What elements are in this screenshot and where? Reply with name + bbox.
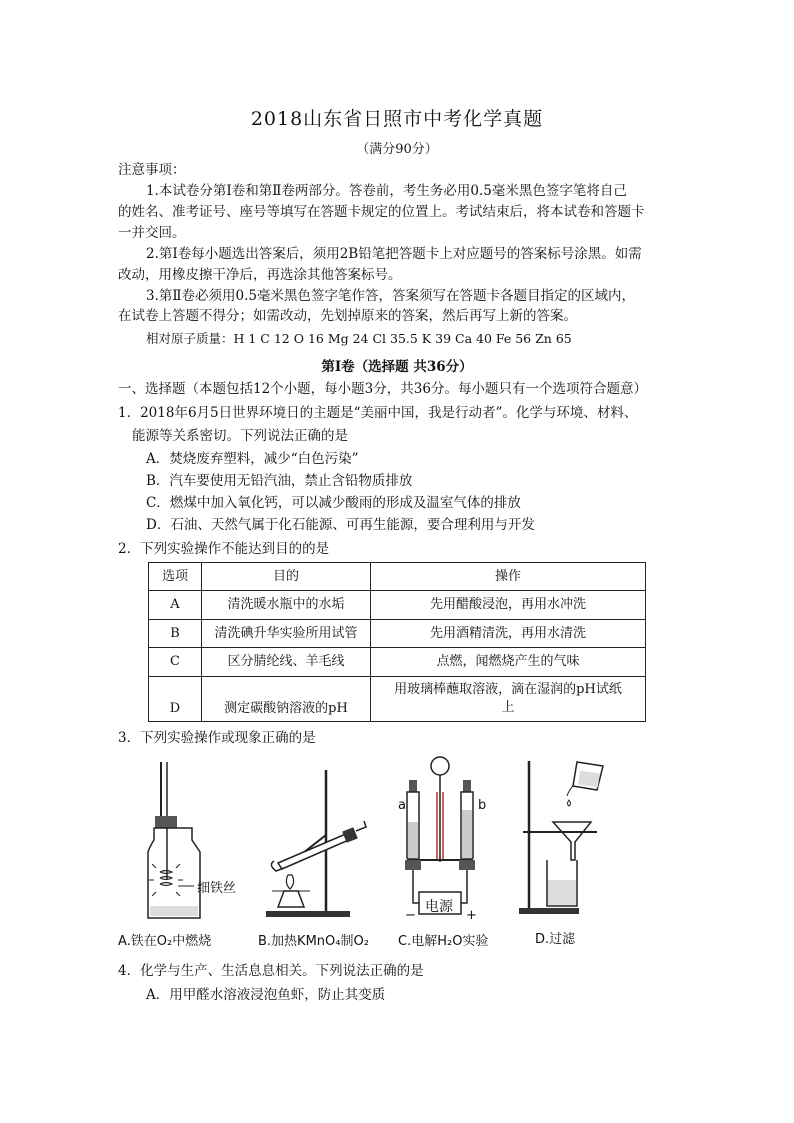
- table-cell: C: [149, 648, 202, 677]
- atomic-masses: 相对原子质量：H 1 C 12 O 16 Mg 24 Cl 35.5 K 39 Ca 40 Fe 56 Zn 65: [146, 331, 572, 346]
- table-cell-line: 上: [501, 700, 515, 715]
- caption-a: A.铁在O₂中燃烧: [118, 934, 212, 949]
- table-row: [149, 648, 646, 677]
- table-row: [149, 591, 646, 620]
- plus-sign: +: [466, 908, 477, 923]
- full-score: （满分90分）: [356, 142, 438, 157]
- electrode-b-label: b: [478, 798, 487, 813]
- table-header: 操作: [371, 563, 646, 591]
- table-cell-line: 用玻璃棒蘸取溶液，滴在湿润的pH试纸: [394, 682, 622, 697]
- table-cell: 先用醋酸浸泡，再用水冲洗: [371, 591, 646, 620]
- table-cell: 清洗碘升华实验所用试管: [202, 620, 371, 648]
- q3-stem: 3．下列实验操作或现象正确的是: [118, 730, 316, 746]
- table-header-row: [149, 563, 646, 591]
- figure-iron-burning: [120, 760, 240, 930]
- figure-heating-kmno4: [258, 765, 378, 925]
- caption-b: B.加热KMnO₄制O₂: [258, 934, 369, 949]
- page-title: 2018山东省日照市中考化学真题: [250, 108, 544, 130]
- table-cell: 清洗暖水瓶中的水垢: [202, 591, 371, 620]
- q4-option: A．用甲醛水溶液浸泡鱼虾，防止其变质: [146, 987, 386, 1003]
- q1-option: A．焚烧废弃塑料，减少“白色污染”: [146, 451, 359, 467]
- notice-line: 的姓名、准考证号、座号等填写在答题卡规定的位置上。考试结束后，将本试卷和答题卡: [118, 204, 645, 220]
- notice-line: 在试卷上答题不得分；如需改动，先划掉原来的答案，然后再写上新的答案。: [118, 308, 577, 324]
- iron-wire-label: 细铁丝: [197, 881, 237, 896]
- table-cell: D: [149, 677, 202, 722]
- electrode-a-label: a: [398, 798, 406, 813]
- notice-line: 改动，用橡皮擦干净后，再选涂其他答案标号。: [118, 267, 402, 283]
- power-supply-label: 电源: [425, 899, 453, 915]
- q2-stem: 2．下列实验操作不能达到目的的是: [118, 541, 330, 557]
- q1-option: C．燃煤中加入氧化钙，可以减少酸雨的形成及温室气体的排放: [146, 495, 521, 511]
- table-cell: 测定碳酸钠溶液的pH: [202, 677, 371, 722]
- table-row: [149, 620, 646, 648]
- notice-line: 1.本试卷分第Ⅰ卷和第Ⅱ卷两部分。答卷前，考生务必用0.5毫米黑色签字笔将自己: [146, 183, 627, 199]
- minus-sign: −: [405, 908, 416, 923]
- notice-heading: 注意事项：: [118, 162, 186, 178]
- table-cell: 区分腈纶线、羊毛线: [202, 648, 371, 677]
- notice-line: 一并交回。: [118, 225, 186, 241]
- figure-filtration: [515, 756, 615, 921]
- section-title: 第Ⅰ卷（选择题 共36分）: [321, 359, 473, 375]
- q1-option: D．石油、天然气属于化石能源、可再生能源，要合理利用与开发: [146, 517, 535, 533]
- caption-c: C.电解H₂O实验: [398, 934, 489, 949]
- q1-stem: 能源等关系密切。下列说法正确的是: [132, 428, 348, 444]
- table-cell: A: [149, 591, 202, 620]
- table-cell: B: [149, 620, 202, 648]
- q1-stem: 1．2018年6月5日世界环境日的主题是“美丽中国，我是行动者”。化学与环境、材料、: [118, 405, 638, 421]
- table-row: [149, 677, 646, 722]
- notice-line: 3.第Ⅱ卷必须用0.5毫米黑色签字笔作答，答案须写在答题卡各题目指定的区域内，: [146, 288, 636, 304]
- table-cell: 点燃，闻燃烧产生的气味: [371, 648, 646, 677]
- table-header: 选项: [149, 563, 202, 591]
- q2-table: [148, 562, 646, 722]
- table-header: 目的: [202, 563, 371, 591]
- q1-option: B．汽车要使用无铅汽油，禁止含铅物质排放: [146, 473, 413, 489]
- table-cell: [371, 677, 646, 722]
- table-cell: 先用酒精清洗，再用水清洗: [371, 620, 646, 648]
- caption-d: D.过滤: [535, 932, 576, 947]
- notice-line: 2.第Ⅰ卷每小题选出答案后，须用2B铅笔把答题卡上对应题号的答案标号涂黑。如需: [146, 246, 642, 262]
- part-one-heading: 一、选择题（本题包括12个小题，每小题3分，共36分。每小题只有一个选项符合题意）: [118, 381, 647, 397]
- q4-stem: 4．化学与生产、生活息息相关。下列说法正确的是: [118, 963, 424, 979]
